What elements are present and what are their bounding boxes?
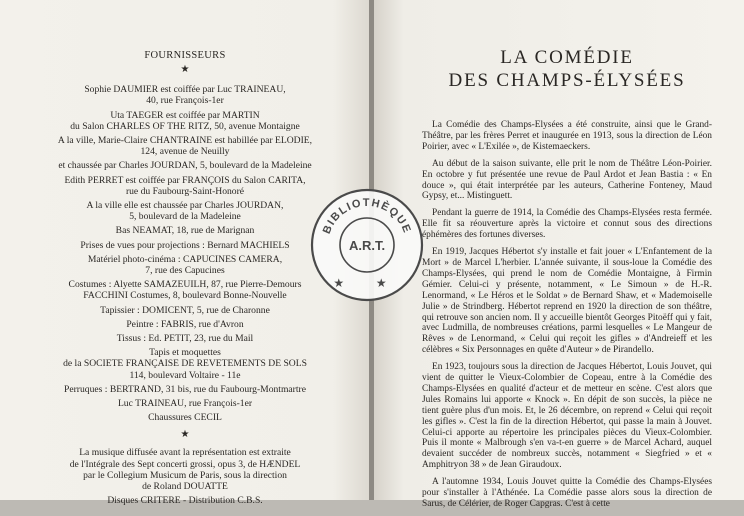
history-paragraph: La Comédie des Champs-Elysées a été construite, ainsi que le Grand-Théâtre, par les frères Perret et inaugurée en 1913, sous la direction de Léon Poirier, avec « L'Exilée », de Kistemaeckers. [422,120,712,152]
credit-entry [40,240,330,251]
credit-line: Sophie DAUMIER est coiffée par Luc TRAINEAU, [84,84,286,96]
credit-line: Edith PERRET est coiffée par FRANÇOIS du Salon CARITA, [64,174,306,186]
credit-line: 124, avenue de Neuilly [140,146,230,158]
history-paragraph: En 1923, toujours sous la direction de Jacques Hébertot, Louis Jouvet, qui vient de quitter le Vieux-Colombier de Copeau, entre à la Comédie des Champs-Elysées en qualité d'acteur et de metteur en scène. C'est alors que Jules Romains lui apporte « Knock ». En dépit de son succès, la pièce ne tient guère plus d'un mois. Et, le 26 décembre, on reprend « Celui qui reçoit les gifles ». C'est la fin de la direction Hébertot, qui passe la main à Jouvet. Celui-ci apporte au répertoire les principales pièces du Vieux-Colombier. Puis il monte « Malbrough s'en va-t-en guerre » de Marcel Achard, auquel devaient succéder de nombreux succès, notamment « Siegfried » et « Amphitryon 38 » de Jean Giraudoux. [422,362,712,471]
credit-line: rue du Faubourg-Saint-Honoré [125,185,245,197]
credit-line: 7, rue des Capucines [145,265,225,277]
credit-entry [40,84,330,106]
history-section [422,0,712,516]
suppliers-section [40,50,330,510]
credit-line: et chaussée par Charles JOURDAN, 5, boulevard de la Madeleine [58,160,312,172]
title-line-1: LA COMÉDIE [500,47,634,68]
credit-line: Luc TRAINEAU, rue François-1er [117,398,253,410]
credit-line: Prises de vues pour projections : Bernard MACHIELS [80,239,290,251]
credit-line: 40, rue François-1er [146,95,224,107]
records-credit: Disques CRITERE - Distribution C.B.S. [107,495,263,507]
star-ornament: ★ [180,64,190,76]
history-text [422,120,712,510]
star-ornament-2: ★ [180,429,190,441]
suppliers-heading: FOURNISSEURS [144,50,226,61]
credit-line: Tissus : Ed. PETIT, 23, rue du Mail [116,333,254,345]
right-page [374,0,744,509]
music-line: par le Collegium Musicum de Paris, sous la direction [83,469,287,481]
music-line: de l'Intégrale des Sept concerti grossi, opus 3, de HÆNDEL [69,458,301,470]
credit-line: Perruques : BERTRAND, 31 bis, rue du Faubourg-Montmartre [64,383,306,395]
credit-line: 5, boulevard de la Madeleine [129,211,241,223]
credit-entry [40,384,330,395]
history-paragraph: Au début de la saison suivante, elle prit le nom de Théâtre Léon-Poirier. En octobre y fut présentée une revue de Paul Ardot et Jean Bastia : « En douce », qui était interprétée par les auteurs, Catherine Fonteney, Maud Gypsy, et... Mistinguett. [422,158,712,202]
credit-line: de la SOCIETE FRANÇAISE DE REVETEMENTS DE SOLS [63,358,307,370]
credit-line: A la ville elle est chaussée par Charles JOURDAN, [86,200,284,212]
music-line: La musique diffusée avant la représentation est extraite [79,447,291,459]
credit-entry [40,279,330,301]
history-paragraph: A l'automne 1934, Louis Jouvet quitte la Comédie des Champs-Elysées pour s'installer à l'Athénée. La Comédie passe alors sous la direction de Sarus, de Célérier, de Roger Capgras. C'est à cette [422,477,712,509]
credit-entry [40,333,330,344]
stamp-top-text: BIBLIOTHÈQUE [320,196,414,236]
credit-entry [40,347,330,381]
stamp-center-text: A.R.T. [348,238,386,253]
page-title [422,46,712,92]
credit-line: Uta TAEGER est coiffée par MARTIN [110,109,260,121]
credits-list [40,84,330,423]
credit-entry [40,175,330,197]
credit-line: Matériel photo-cinéma : CAPUCINES CAMERA, [87,253,283,265]
credit-entry [40,398,330,409]
credit-entry [40,160,330,171]
history-paragraph: Pendant la guerre de 1914, la Comédie des Champs-Elysées resta fermée. Elle fit sa réouverture après la victoire et connut sous des directions éphémères des fortunes diverses. [422,208,712,241]
credit-entry [40,200,330,222]
credit-entry [40,319,330,330]
credit-line: Chaussures CECIL [148,412,222,424]
credit-line: du Salon CHARLES OF THE RITZ, 50, avenue Montaigne [70,120,300,132]
credit-line: Peintre : FABRIS, rue d'Avron [126,318,244,330]
credit-entry [40,305,330,316]
credit-entry [40,110,330,132]
credit-entry [40,412,330,423]
history-paragraph: En 1919, Jacques Hébertot s'y installe et fait jouer « L'Enfantement de la Mort » de Marcel L'herbier. L'année suivante, il sous-loue la Comédie des Champs-Elysées, qui prend le nom de Comédie Montaigne, à Firmin Gémier. Celui-ci y présente, notamment, « Le Simoun » de H.-R. Lenormand, « Le Héros et le Soldat » de Bernard Shaw, et « Mademoiselle Julie » de Strindberg. Hébertot reprend en 1920 la direction de son théâtre, qui retrouve son ancien nom. Il y accueille bientôt Georges Pitoëff qui y fait, avec Ludmilla, de nombreuses créations, parmi lesquelles « Le Mangeur de Rêves » de Lenormand, « Celui qui reçoit les gifles » d'Andreieff et les célèbres « Six Personnages en quête d'Auteur » de Pirandello. [422,247,712,356]
credit-line: Tapis et moquettes [149,347,221,359]
credit-line: Bas NEAMAT, 18, rue de Marignan [115,225,255,237]
credit-line: FACCHINI Costumes, 8, boulevard Bonne-Nouvelle [83,290,287,302]
stamp-stars: ★ ★ [333,276,401,290]
music-line: de Roland DOUATTE [142,481,228,493]
credit-line: Costumes : Alyette SAMAZEUILH, 87, rue Pierre-Demours [68,279,302,291]
credit-line: 114, boulevard Voltaire - 11e [129,369,241,381]
music-credit [40,447,330,492]
credit-line: A la ville, Marie-Claire CHANTRAINE est habillée par ELODIE, [57,135,313,147]
credit-entry [40,135,330,157]
credit-entry [40,254,330,276]
credit-line: Tapissier : DOMICENT, 5, rue de Charonne [100,304,270,316]
title-line-2: DES CHAMPS-ÉLYSÉES [448,70,686,91]
library-stamp [308,186,426,304]
credit-entry [40,225,330,236]
